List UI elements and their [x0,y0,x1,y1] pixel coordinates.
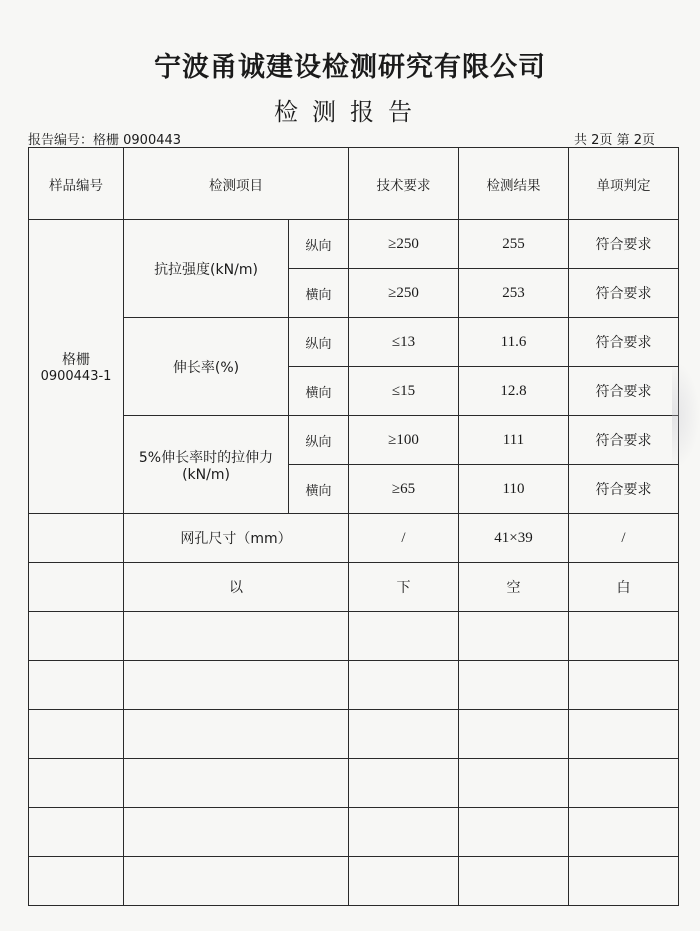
item-mesh-size: 网孔尺寸（mm） [124,514,349,563]
table-row [29,220,679,269]
direction-cell: 纵向 [289,318,349,367]
direction-cell: 横向 [289,367,349,416]
requirement-cell: / [349,514,459,563]
empty-cell [29,563,124,612]
header-test-item: 检测项目 [124,148,349,220]
requirement-cell: ≥65 [349,465,459,514]
report-title: 检测报告 [274,98,426,126]
item-force-at-5pct [124,416,289,514]
empty-row [29,808,679,857]
judgement-cell: 符合要求 [569,416,679,465]
header-requirement: 技术要求 [349,148,459,220]
table-row [29,318,679,367]
requirement-cell: ≥100 [349,416,459,465]
judgement-cell: / [569,514,679,563]
header-sample-no: 样品编号 [29,148,124,220]
judgement-cell: 符合要求 [569,367,679,416]
company-name: 宁波甬诚建设检测研究有限公司 [154,52,546,83]
table-header-row [29,148,679,220]
blank-marker-4: 白 [569,563,679,612]
judgement-cell: 符合要求 [569,318,679,367]
judgement-cell: 符合要求 [569,220,679,269]
result-cell: 12.8 [459,367,569,416]
result-cell: 110 [459,465,569,514]
requirement-cell: ≤13 [349,318,459,367]
empty-row [29,612,679,661]
item-tensile-strength: 抗拉强度(kN/m) [124,220,289,318]
header-judgement: 单项判定 [569,148,679,220]
judgement-cell: 符合要求 [569,465,679,514]
report-number: 报告编号：格栅 0900443 [28,133,182,148]
seal-stamp-edge [672,360,700,470]
empty-cell [29,514,124,563]
direction-cell: 横向 [289,465,349,514]
empty-row [29,857,679,906]
result-cell: 255 [459,220,569,269]
table-row [29,514,679,563]
page-info: 共 2页 第 2页 [574,133,655,148]
empty-row [29,661,679,710]
result-cell: 11.6 [459,318,569,367]
item-elongation: 伸长率(%) [124,318,289,416]
direction-cell: 纵向 [289,220,349,269]
blank-marker-1: 以 [124,563,349,612]
result-cell: 41×39 [459,514,569,563]
item-force-line2: (kN/m) [182,466,230,483]
blank-marker-2: 下 [349,563,459,612]
requirement-cell: ≤15 [349,367,459,416]
judgement-cell: 符合要求 [569,269,679,318]
requirement-cell: ≥250 [349,220,459,269]
blank-marker-row [29,563,679,612]
results-table [28,147,679,906]
empty-row [29,710,679,759]
table-row [29,416,679,465]
result-cell: 253 [459,269,569,318]
empty-row [29,759,679,808]
requirement-cell: ≥250 [349,269,459,318]
sample-cell [29,220,124,514]
sample-code: 0900443-1 [40,369,112,384]
item-force-line1: 5%伸长率时的拉伸力 [138,449,274,466]
direction-cell: 纵向 [289,416,349,465]
sample-name: 格栅 [62,352,90,368]
result-cell: 111 [459,416,569,465]
direction-cell: 横向 [289,269,349,318]
header-result: 检测结果 [459,148,569,220]
blank-marker-3: 空 [459,563,569,612]
